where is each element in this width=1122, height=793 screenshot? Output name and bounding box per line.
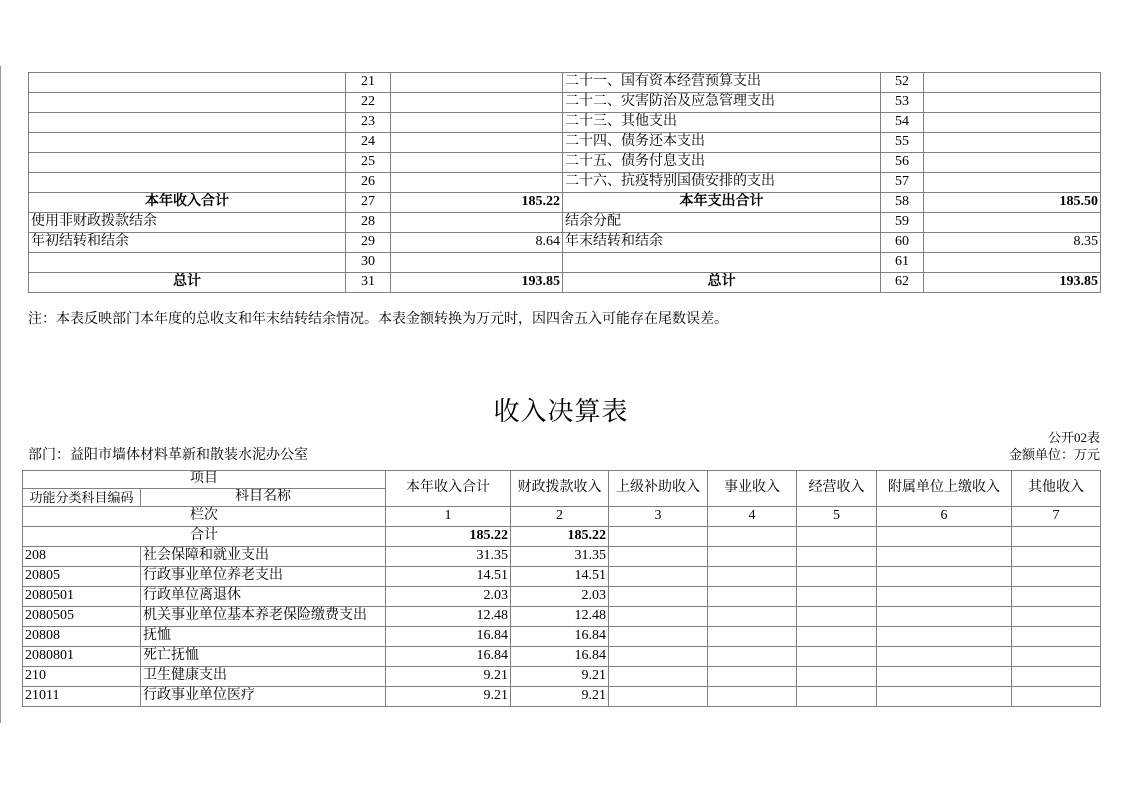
total-value-cell: [708, 527, 797, 547]
income-value-cell: [1012, 687, 1101, 707]
summary-right-rownum-cell: 57: [881, 173, 924, 193]
income-value-cell: [609, 627, 708, 647]
summary-left-amount-cell: 185.22: [391, 193, 563, 213]
summary-left-label-cell: [29, 133, 346, 153]
total-value-cell: [877, 527, 1012, 547]
summary-right-amount-cell: 185.50: [924, 193, 1101, 213]
lanci-row: [23, 507, 1101, 527]
lanci-number-cell: 3: [609, 507, 708, 527]
income-value-cell: 2.03: [386, 587, 511, 607]
summary-left-amount-cell: [391, 133, 563, 153]
income-value-cell: [609, 547, 708, 567]
summary-left-amount-cell: 193.85: [391, 273, 563, 293]
income-value-cell: [1012, 607, 1101, 627]
summary-right-label-cell: 二十五、债务付息支出: [563, 153, 881, 173]
subject-name-cell: 行政事业单位养老支出: [141, 567, 386, 587]
income-table: [22, 470, 1101, 707]
total-value-cell: 185.22: [511, 527, 609, 547]
column-header-cell: 事业收入: [708, 471, 797, 507]
income-value-cell: [708, 647, 797, 667]
income-value-cell: 9.21: [386, 687, 511, 707]
summary-right-label-cell: 总计: [563, 273, 881, 293]
summary-right-amount-cell: [924, 73, 1101, 93]
summary-left-amount-cell: [391, 113, 563, 133]
summary-row: [29, 93, 1101, 113]
total-value-cell: [609, 527, 708, 547]
lanci-number-cell: 5: [797, 507, 877, 527]
summary-left-label-cell: 本年收入合计: [29, 193, 346, 213]
summary-row: [29, 253, 1101, 273]
summary-right-rownum-cell: 54: [881, 113, 924, 133]
summary-right-rownum-cell: 55: [881, 133, 924, 153]
summary-left-label-cell: [29, 253, 346, 273]
summary-table-body: [29, 73, 1101, 293]
summary-right-rownum-cell: 60: [881, 233, 924, 253]
summary-right-amount-cell: [924, 93, 1101, 113]
summary-left-amount-cell: [391, 173, 563, 193]
lanci-number-cell: 1: [386, 507, 511, 527]
column-header-cell: 附属单位上缴收入: [877, 471, 1012, 507]
summary-left-label-cell: [29, 73, 346, 93]
income-table-body: [23, 547, 1101, 707]
summary-left-rownum-cell: 22: [346, 93, 391, 113]
summary-row: [29, 173, 1101, 193]
summary-right-amount-cell: [924, 113, 1101, 133]
summary-left-rownum-cell: 26: [346, 173, 391, 193]
summary-left-amount-cell: [391, 213, 563, 233]
column-header-cell: 其他收入: [1012, 471, 1101, 507]
income-value-cell: [1012, 547, 1101, 567]
income-value-cell: 14.51: [511, 567, 609, 587]
summary-right-label-cell: 本年支出合计: [563, 193, 881, 213]
summary-left-rownum-cell: 23: [346, 113, 391, 133]
summary-left-rownum-cell: 31: [346, 273, 391, 293]
summary-right-rownum-cell: 58: [881, 193, 924, 213]
summary-left-amount-cell: [391, 73, 563, 93]
income-value-cell: [877, 687, 1012, 707]
summary-left-rownum-cell: 24: [346, 133, 391, 153]
income-value-cell: [797, 647, 877, 667]
summary-right-rownum-cell: 61: [881, 253, 924, 273]
lanci-number-cell: 6: [877, 507, 1012, 527]
unit-label: 金额单位：万元: [1008, 447, 1100, 462]
income-value-cell: [708, 607, 797, 627]
summary-left-rownum-cell: 25: [346, 153, 391, 173]
total-value-cell: [797, 527, 877, 547]
column-header-cell: 本年收入合计: [386, 471, 511, 507]
summary-row: [29, 133, 1101, 153]
summary-right-label-cell: [563, 253, 881, 273]
summary-right-amount-cell: 193.85: [924, 273, 1101, 293]
total-value-cell: 185.22: [386, 527, 511, 547]
income-value-cell: [797, 627, 877, 647]
income-value-cell: [877, 587, 1012, 607]
summary-right-rownum-cell: 59: [881, 213, 924, 233]
income-value-cell: [609, 567, 708, 587]
summary-right-label-cell: 二十二、灾害防治及应急管理支出: [563, 93, 881, 113]
summary-left-label-cell: [29, 173, 346, 193]
function-code-header-cell: 功能分类科目编码: [23, 489, 141, 507]
summary-right-label-cell: 年末结转和结余: [563, 233, 881, 253]
income-value-cell: 31.35: [386, 547, 511, 567]
income-value-cell: [1012, 647, 1101, 667]
summary-left-label-cell: 总计: [29, 273, 346, 293]
income-value-cell: [708, 687, 797, 707]
income-value-cell: 9.21: [511, 687, 609, 707]
summary-left-amount-cell: [391, 153, 563, 173]
income-value-cell: [877, 567, 1012, 587]
income-value-cell: [708, 547, 797, 567]
income-value-cell: [1012, 587, 1101, 607]
function-code-cell: 2080501: [23, 587, 141, 607]
income-value-cell: 2.03: [511, 587, 609, 607]
total-value-cell: [1012, 527, 1101, 547]
subject-name-cell: 抚恤: [141, 627, 386, 647]
total-label-cell: 合计: [23, 527, 386, 547]
subject-name-cell: 机关事业单位基本养老保险缴费支出: [141, 607, 386, 627]
lanci-number-cell: 7: [1012, 507, 1101, 527]
summary-right-label-cell: 二十一、国有资本经营预算支出: [563, 73, 881, 93]
department-label: 部门：益阳市墙体材料革新和散装水泥办公室: [28, 448, 308, 463]
project-header-cell: 项目: [23, 471, 386, 489]
table-code-label: 公开02表: [1047, 430, 1100, 445]
income-value-cell: [797, 607, 877, 627]
summary-right-rownum-cell: 53: [881, 93, 924, 113]
summary-left-rownum-cell: 30: [346, 253, 391, 273]
income-value-cell: [877, 607, 1012, 627]
income-value-cell: [877, 647, 1012, 667]
function-code-cell: 2080801: [23, 647, 141, 667]
income-row: [23, 687, 1101, 707]
income-value-cell: [877, 627, 1012, 647]
summary-left-label-cell: 年初结转和结余: [29, 233, 346, 253]
summary-left-amount-cell: [391, 253, 563, 273]
summary-row: [29, 273, 1101, 293]
summary-left-amount-cell: 8.64: [391, 233, 563, 253]
column-header-cell: 上级补助收入: [609, 471, 708, 507]
lanci-number-cell: 4: [708, 507, 797, 527]
summary-right-label-cell: 结余分配: [563, 213, 881, 233]
subject-name-cell: 社会保障和就业支出: [141, 547, 386, 567]
income-row: [23, 607, 1101, 627]
summary-right-amount-cell: [924, 153, 1101, 173]
summary-right-amount-cell: 8.35: [924, 233, 1101, 253]
summary-table: [28, 72, 1101, 293]
income-value-cell: [708, 627, 797, 647]
income-value-cell: [797, 567, 877, 587]
income-value-cell: [708, 567, 797, 587]
subject-name-cell: 死亡抚恤: [141, 647, 386, 667]
summary-right-label-cell: 二十四、债务还本支出: [563, 133, 881, 153]
income-value-cell: [609, 667, 708, 687]
summary-row: [29, 113, 1101, 133]
income-row: [23, 567, 1101, 587]
income-value-cell: [1012, 667, 1101, 687]
income-value-cell: 12.48: [386, 607, 511, 627]
summary-left-amount-cell: [391, 93, 563, 113]
summary-left-label-cell: [29, 153, 346, 173]
function-code-cell: 210: [23, 667, 141, 687]
function-code-cell: 21011: [23, 687, 141, 707]
function-code-cell: 20808: [23, 627, 141, 647]
income-value-cell: 12.48: [511, 607, 609, 627]
summary-right-rownum-cell: 56: [881, 153, 924, 173]
income-value-cell: [609, 587, 708, 607]
summary-left-label-cell: [29, 93, 346, 113]
summary-left-label-cell: 使用非财政拨款结余: [29, 213, 346, 233]
income-value-cell: 14.51: [386, 567, 511, 587]
income-value-cell: [797, 687, 877, 707]
lanci-number-cell: 2: [511, 507, 609, 527]
income-value-cell: 31.35: [511, 547, 609, 567]
subject-name-cell: 行政单位离退休: [141, 587, 386, 607]
income-value-cell: [797, 587, 877, 607]
lanci-label-cell: 栏次: [23, 507, 386, 527]
summary-right-amount-cell: [924, 253, 1101, 273]
subject-name-cell: 行政事业单位医疗: [141, 687, 386, 707]
income-value-cell: [708, 587, 797, 607]
summary-left-label-cell: [29, 113, 346, 133]
income-value-cell: [609, 687, 708, 707]
income-total-row: [23, 527, 1101, 547]
income-value-cell: [877, 547, 1012, 567]
function-code-cell: 208: [23, 547, 141, 567]
income-value-cell: [708, 667, 797, 687]
column-header-cell: 经营收入: [797, 471, 877, 507]
column-header-cell: 财政拨款收入: [511, 471, 609, 507]
summary-left-rownum-cell: 29: [346, 233, 391, 253]
summary-left-rownum-cell: 21: [346, 73, 391, 93]
income-value-cell: [797, 547, 877, 567]
summary-right-amount-cell: [924, 213, 1101, 233]
income-value-cell: [609, 607, 708, 627]
summary-right-label-cell: 二十六、抗疫特别国债安排的支出: [563, 173, 881, 193]
income-row: [23, 667, 1101, 687]
summary-row: [29, 73, 1101, 93]
summary-row: [29, 193, 1101, 213]
income-value-cell: 16.84: [386, 627, 511, 647]
subject-name-header-cell: 科目名称: [141, 489, 386, 507]
income-row: [23, 627, 1101, 647]
subject-name-cell: 卫生健康支出: [141, 667, 386, 687]
summary-row: [29, 153, 1101, 173]
income-value-cell: [797, 667, 877, 687]
income-value-cell: [877, 667, 1012, 687]
summary-row: [29, 213, 1101, 233]
income-value-cell: [1012, 567, 1101, 587]
summary-right-label-cell: 二十三、其他支出: [563, 113, 881, 133]
summary-right-amount-cell: [924, 173, 1101, 193]
income-value-cell: 16.84: [386, 647, 511, 667]
summary-right-rownum-cell: 52: [881, 73, 924, 93]
summary-right-amount-cell: [924, 133, 1101, 153]
summary-left-rownum-cell: 28: [346, 213, 391, 233]
income-value-cell: 9.21: [511, 667, 609, 687]
income-value-cell: [1012, 627, 1101, 647]
income-row: [23, 587, 1101, 607]
income-header-row-1: [23, 471, 1101, 489]
income-row: [23, 647, 1101, 667]
income-value-cell: 9.21: [386, 667, 511, 687]
income-value-cell: [609, 647, 708, 667]
function-code-cell: 2080505: [23, 607, 141, 627]
table-note: 注：本表反映部门本年度的总收支和年末结转结余情况。本表金额转换为万元时，因四舍五入可能存在尾数误差。: [28, 312, 728, 327]
summary-row: [29, 233, 1101, 253]
page-title: 收入决算表: [493, 397, 629, 426]
function-code-cell: 20805: [23, 567, 141, 587]
summary-left-rownum-cell: 27: [346, 193, 391, 213]
summary-right-rownum-cell: 62: [881, 273, 924, 293]
income-value-cell: 16.84: [511, 627, 609, 647]
income-row: [23, 547, 1101, 567]
income-value-cell: 16.84: [511, 647, 609, 667]
